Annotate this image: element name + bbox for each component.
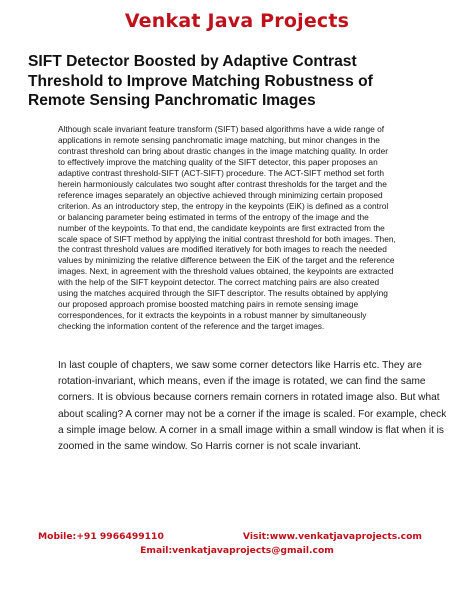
paper-title-line: Remote Sensing Panchromatic Images: [28, 92, 316, 109]
abstract-line: applications in remote sensing panchromatic image matching, but minor changes in the: [58, 134, 380, 145]
abstract-line: values by minimizing the relative difference between the EiK of the target and the reference: [58, 255, 395, 266]
footer-mobile: Mobile:+91 9966499110: [38, 531, 164, 542]
note-line: a simple image below. A corner in a small image within a small window is flat when it is: [58, 424, 444, 436]
abstract-line: reference images separately an objective achieved through minimizing certain proposed: [58, 189, 383, 200]
abstract-paragraph: [58, 124, 430, 332]
abstract-line: herein harmoniously calculates two sought after contrast thresholds for the target and the: [58, 178, 387, 189]
abstract-line: with the help of the SIFT keypoint detector. The correct matching pairs are also created: [58, 277, 380, 288]
abstract-line: correspondences, for it extracts the keypoints in a robust manner by simultaneously: [58, 310, 367, 321]
abstract-line: our proposed approach promise boosted matching pairs in remote sensing image: [58, 299, 359, 310]
abstract-line: adaptive contrast threshold-SIFT (ACT-SIFT) procedure. The ACT-SIFT method set forth: [58, 167, 384, 178]
abstract-line: Although scale invariant feature transform (SIFT) based algorithms have a wide range of: [58, 124, 385, 134]
abstract-line: number of the keypoints. To that end, the candidate keypoints are first extracted from the: [58, 222, 385, 233]
note-line: rotation-invariant, which means, even if the image is rotated, we can find the same: [58, 376, 426, 388]
brand-heading: Venkat Java Projects: [124, 10, 350, 32]
paper-title: [28, 52, 458, 111]
paper-title-line: SIFT Detector Boosted by Adaptive Contrast: [28, 53, 357, 70]
contact-footer: [0, 531, 474, 561]
note-line: zoomed in the same window. So Harris corner is not scale invariant.: [58, 441, 361, 453]
abstract-line: images. Next, in agreement with the threshold values obtained, the keypoints are extracted: [58, 266, 394, 277]
abstract-line: or balancing parameter being estimated in terms of the entropy of the image and the: [58, 211, 369, 222]
note-line: corners. It is obvious because corners remain corners in rotated image also. But what: [58, 392, 440, 404]
footer-email: Email:venkatjavaprojects@gmail.com: [140, 545, 334, 556]
abstract-line: contrast threshold can bring about drastic changes in the image matching quality. In order: [58, 145, 389, 156]
paper-title-line: Threshold to Improve Matching Robustness of: [28, 72, 373, 90]
abstract-line: using the matches acquired through the SIFT descriptor. The results obtained by applying: [58, 288, 388, 299]
footer-website: Visit:www.venkatjavaprojects.com: [242, 531, 422, 542]
abstract-line: criterion. As an introductory step, the entropy in the keypoints (EiK) is defined as a control: [58, 200, 389, 211]
note-line: about scaling? A corner may not be a corner if the image is scaled. For example, check: [58, 408, 447, 420]
abstract-line: checking the information content of the reference and the target images.: [58, 321, 325, 332]
note-paragraph: [58, 358, 447, 455]
abstract-line: to effectively improve the matching quality of the SIFT detector, this paper proposes an: [58, 156, 378, 167]
abstract-line: the contrast threshold values are modified iteratively for both images to reach the needed: [58, 244, 387, 255]
note-line: In last couple of chapters, we saw some corner detectors like Harris etc. They are: [58, 360, 422, 371]
abstract-line: scale space of SIFT method by applying the initial contrast threshold for both images. Then,: [58, 233, 396, 244]
